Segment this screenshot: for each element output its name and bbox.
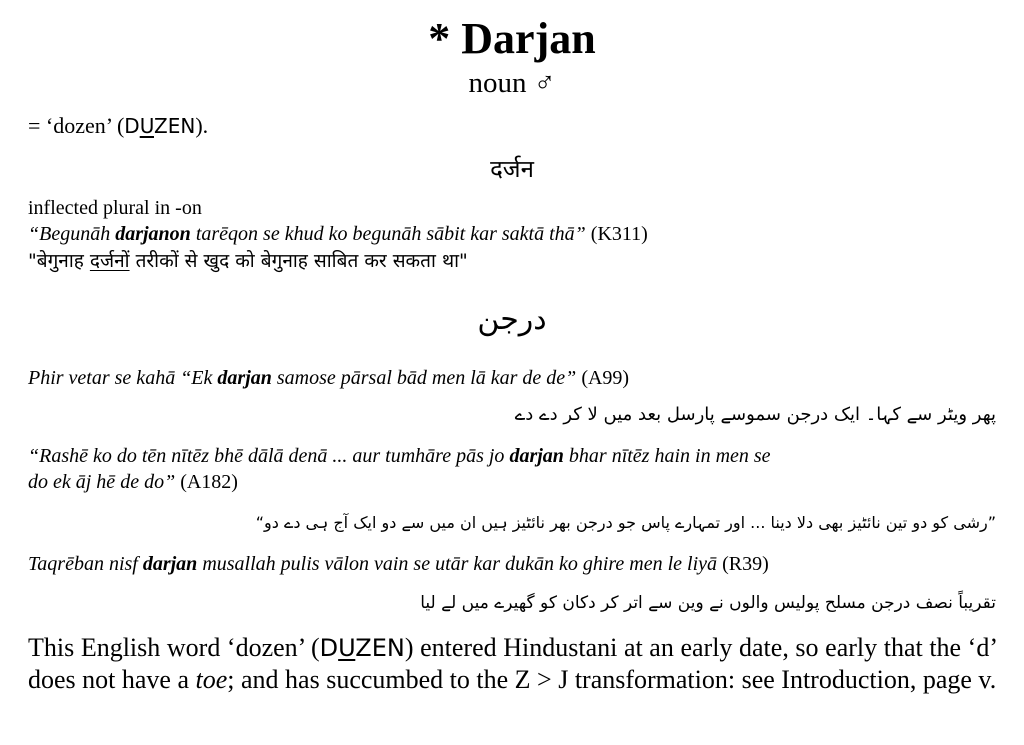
part-of-speech: noun ♂ — [468, 67, 556, 99]
definition-code: DUZEN — [124, 114, 196, 138]
example-4-ref: (R39) — [717, 553, 769, 575]
urdu-heading: درجن — [477, 302, 547, 337]
headword: * Darjan — [428, 14, 596, 63]
hindi-heading: दर्जन — [490, 155, 534, 183]
example-4-urdu: تقریباً نصف درجن مسلح پولیس والوں نے وین سے اتر کر دکان کو گھیرے میں لے لیا — [420, 593, 996, 613]
example-4-transliteration: Taqrēban nisf darjan musallah pulis vālon vain se utār kar dukān ko ghire men le liyā (R39) — [28, 553, 769, 575]
example-3-ref: (A182) — [175, 471, 238, 493]
example-1-ref: (K311) — [585, 223, 648, 245]
definition-prefix: = ‘dozen’ ( — [28, 113, 125, 138]
etymology-note: This English word ‘dozen’ (DUZEN) entered Hindustani at an early date, so early that the ‘d’ does not have a toe; and has succumbed to the Z > J transformation: see Introduction, page v. — [28, 633, 998, 694]
example-2-transliteration: Phir vetar se kahā “Ek darjan samose pārsal bād men lā kar de de” (A99) — [28, 367, 630, 389]
definition-suffix: ). — [195, 113, 209, 138]
definition — [28, 112, 208, 140]
example-3-transliteration-line-2: do ek āj hē de do” (A182) — [28, 471, 238, 493]
example-1-transliteration: “Begunāh darjanon tarēqon se khud ko begunāh sābit kar saktā thā” (K311) — [28, 223, 648, 245]
example-1-hindi: "बेगुनाह दर्जनों तरीकों से खुद को बेगुनाह साबित कर सकता था" — [28, 250, 468, 272]
example-2-urdu: پھر ویٹر سے کہا۔ ایک درجن سموسے پارسل بعد میں لا کر دے دے — [514, 404, 996, 425]
example-3-transliteration-line-1: “Rashē ko do tēn nītēz bhē dālā denā ... aur tumhāre pās jo darjan bhar nītēz hain in men se — [28, 445, 771, 467]
example-2-ref: (A99) — [576, 367, 630, 389]
example-3-urdu: ”رشی کو دو تین نائٹیز بھی دلا دینا ... اور تمہارے پاس جو درجن بھر نائٹیز ہیں ان میں سے دو ایک آج ہی دے دو“ — [255, 513, 996, 532]
inflection-note: inflected plural in -on — [28, 197, 202, 219]
